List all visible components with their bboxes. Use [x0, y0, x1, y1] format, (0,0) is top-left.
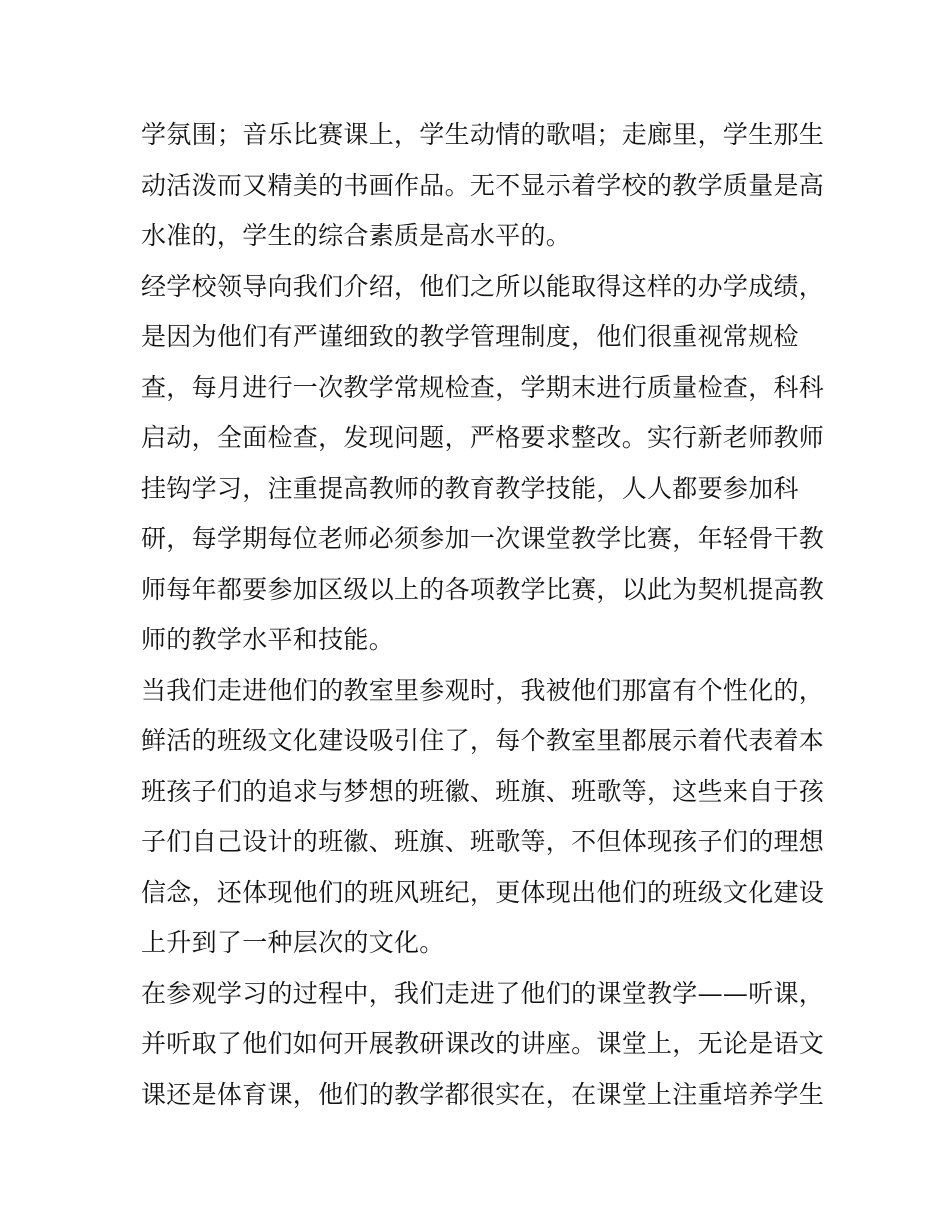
text-line: 挂钩学习，注重提高教师的教育教学技能，人人都要参加科	[141, 473, 799, 503]
text-line: 查，每月进行一次教学常规检查，学期末进行质量检查，科科	[141, 372, 825, 402]
text-line: 子们自己设计的班徽、班旗、班歌等，不但体现孩子们的理想	[141, 827, 825, 856]
text-line: 上升到了一种层次的文化。	[141, 928, 445, 957]
text-line: 是因为他们有严谨细致的教学管理制度，他们很重视常规检	[141, 322, 799, 351]
text-line: 信念，还体现他们的班风班纪，更体现出他们的班级文化建设	[141, 877, 825, 907]
text-line: 启动，全面检查，发现问题，严格要求整改。实行新老师教师	[141, 423, 825, 452]
text-line: 在参观学习的过程中，我们走进了他们的课堂教学——听课，	[141, 978, 825, 1008]
text-line: 水准的，学生的综合素质是高水平的。	[141, 221, 572, 250]
text-line: 师的教学水平和技能。	[141, 625, 395, 654]
text-line: 经学校领导向我们介绍，他们之所以能取得这样的办学成绩，	[141, 271, 825, 301]
text-line: 师每年都要参加区级以上的各项教学比赛，以此为契机提高教	[141, 574, 825, 604]
document-body	[141, 110, 825, 1120]
text-line: 课还是体育课，他们的教学都很实在，在课堂上注重培养学生	[141, 1079, 825, 1109]
text-line: 班孩子们的追求与梦想的班徽、班旗、班歌等，这些来自于孩	[141, 776, 825, 806]
text-line: 研，每学期每位老师必须参加一次课堂教学比赛，年轻骨干教	[141, 524, 825, 553]
text-line: 并听取了他们如何开展教研课改的讲座。课堂上，无论是语文	[141, 1029, 825, 1058]
text-line: 动活泼而又精美的书画作品。无不显示着学校的教学质量是高	[141, 170, 825, 200]
text-line: 学氛围；音乐比赛课上，学生动情的歌唱；走廊里，学生那生	[141, 120, 825, 149]
text-line: 当我们走进他们的教室里参观时，我被他们那富有个性化的，	[141, 675, 825, 705]
text-line: 鲜活的班级文化建设吸引住了，每个教室里都展示着代表着本	[141, 726, 825, 755]
